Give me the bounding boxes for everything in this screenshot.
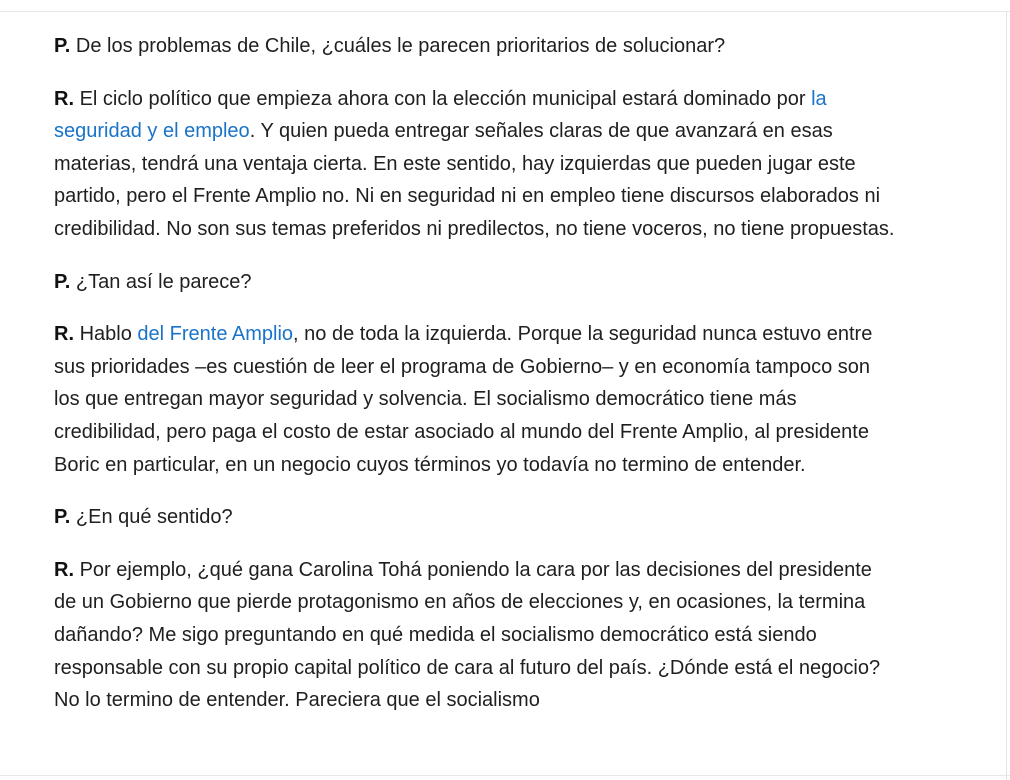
interview-question-1 [54,30,896,63]
paragraph-text: Por ejemplo, ¿qué gana Carolina Tohá poniendo la cara por las decisiones del presidente de un Gobierno que pierde protagonismo en años de elecciones y, en ocasiones, la termina dañando? Me sigo preguntando en qué medida el socialismo democrático está siendo responsable con su propio capital político de cara al futuro del país. ¿Dónde está el negocio? No lo termino de entender. Pareciera que el socialismo [54,558,881,712]
paragraph-text-continued: , no de toda la izquierda. Porque la seguridad nunca estuvo entre sus prioridades –es cuestión de leer el programa de Gobierno– y en economía tampoco son los que entregan mayor seguridad y solvencia. El socialismo democrático tiene más credibilidad, pero paga el costo de estar asociado al mundo del Frente Amplio, al presidente Boric en particular, en un negocio cuyos términos yo todavía no termino de entender. [54,323,873,476]
scroll-edge [1006,11,1007,780]
link-seguridad-empleo[interactable]: la seguridad y el empleo [54,87,827,143]
interview-answer-1 [54,83,896,246]
interview-question-3 [54,501,896,534]
speaker-label: P. [54,270,71,293]
paragraph-text: De los problemas de Chile, ¿cuáles le parecen prioritarios de solucionar? [75,35,726,57]
speaker-label: R. [54,558,74,581]
paragraph-text: ¿Tan así le parece? [75,270,252,293]
interview-answer-2 [54,318,896,481]
interview-answer-3 [54,554,896,717]
speaker-label: R. [54,87,74,110]
paragraph-text: Hablo [79,323,132,346]
speaker-label: P. [54,506,71,529]
top-divider [0,11,1010,12]
paragraph-text: ¿En qué sentido? [75,506,233,529]
speaker-label: P. [54,35,71,57]
paragraph-text-continued: . Y quien pueda entregar señales claras de que avanzará en esas materias, tendrá una ventaja cierta. En este sentido, hay izquierdas que pueden jugar este partido, pero el Frente Amplio no. Ni en seguridad ni en empleo tiene discursos elaborados ni credibilidad. No son sus temas preferidos ni predilectos, no tiene voceros, no tiene propuestas. [54,120,895,240]
bottom-divider [0,775,1010,776]
interview-question-2 [54,266,896,299]
link-frente-amplio[interactable]: del Frente Amplio [137,323,294,346]
paragraph-text: El ciclo político que empieza ahora con la elección municipal estará dominado por [79,87,806,110]
article-body [54,30,896,737]
speaker-label: R. [54,323,74,346]
